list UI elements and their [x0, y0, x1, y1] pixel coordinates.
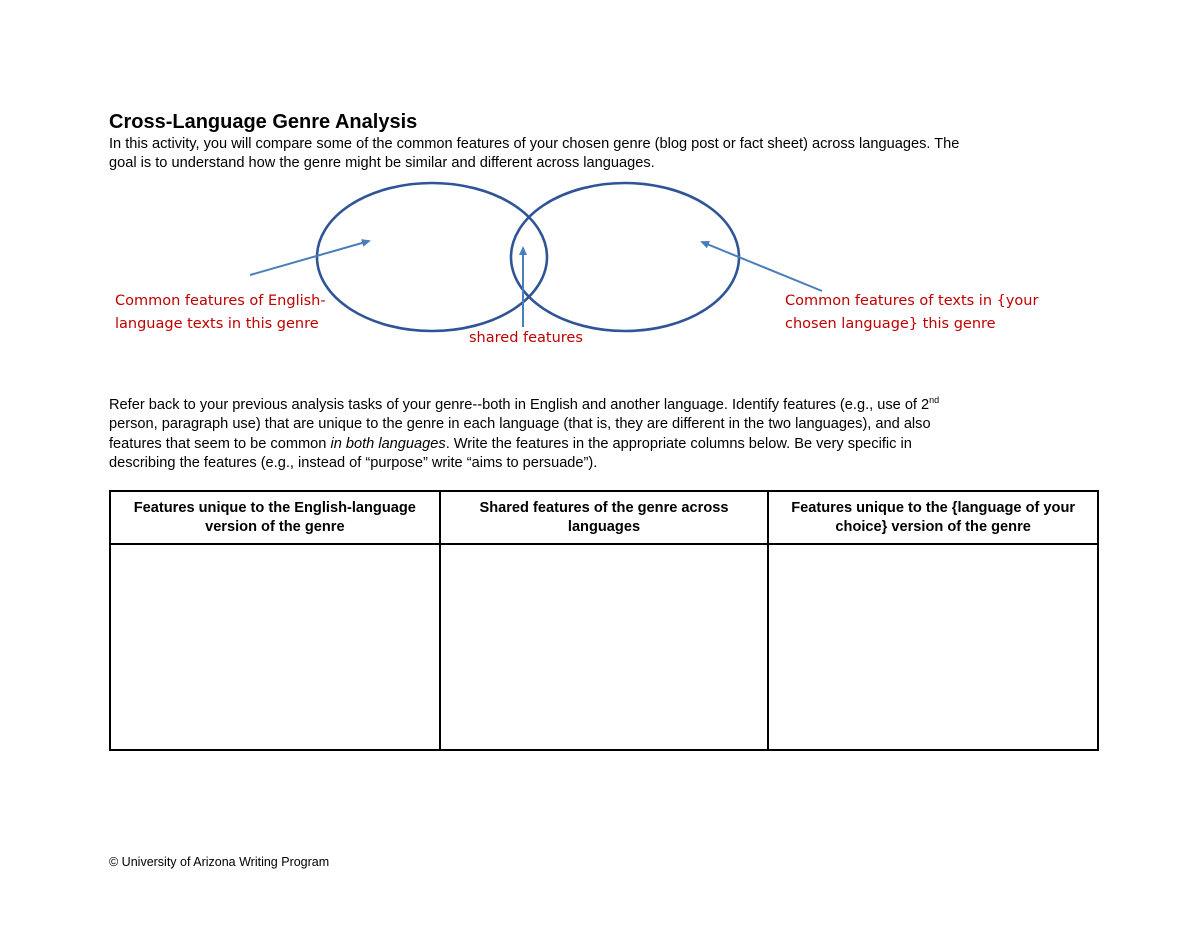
- venn-label-shared: shared features: [469, 330, 583, 346]
- features-table: [109, 490, 1099, 751]
- instructions-line: describing the features (e.g., instead of “purpose” write “aims to persuade”).: [109, 454, 598, 471]
- table-header-row: [110, 491, 1098, 544]
- instructions-line: [109, 435, 1099, 454]
- instructions-line: person, paragraph use) that are unique to the genre in each language (that is, they are different in the two languages), and also: [109, 416, 931, 433]
- venn-circle-other-language: [511, 183, 739, 331]
- venn-label-line: Common features of texts in {your: [785, 293, 1039, 309]
- venn-label-line: chosen language} this genre: [785, 316, 996, 332]
- cell-other-language-features[interactable]: [768, 544, 1098, 750]
- venn-label-other-language: [785, 290, 1038, 336]
- venn-label-line: Common features of English-: [115, 293, 326, 309]
- instructions-paragraph: [109, 396, 1099, 473]
- header-english-features: Features unique to the English-language version of the genre: [110, 491, 440, 544]
- instructions-line: [109, 396, 1099, 415]
- instructions-emphasis: in both languages: [330, 435, 446, 452]
- instructions-text: . Write the features in the appropriate columns below. Be very specific in: [445, 435, 912, 452]
- intro-line: In this activity, you will compare some of the common features of your chosen genre (blog post or fact sheet) across languages. The: [109, 136, 960, 152]
- instructions-text: Refer back to your previous analysis tasks of your genre--both in English and another language. Identify features (e.g., use of 2: [109, 397, 930, 413]
- cell-english-features[interactable]: [110, 544, 440, 750]
- venn-label-english: [115, 290, 326, 336]
- header-shared-features: Shared features of the genre across languages: [440, 491, 769, 544]
- header-other-language-features: Features unique to the {language of your choice} version of the genre: [768, 491, 1098, 544]
- footer-copyright: © University of Arizona Writing Program: [109, 855, 330, 869]
- instructions-text: features that seem to be common: [109, 435, 331, 452]
- table-row: [110, 544, 1098, 750]
- venn-label-line: language texts in this genre: [115, 316, 319, 332]
- venn-circle-english: [317, 183, 547, 331]
- intro-paragraph: [109, 135, 1099, 173]
- intro-line: goal is to understand how the genre might be similar and different across languages.: [109, 155, 655, 171]
- arrow-other-language: [702, 242, 822, 291]
- page-title: Cross-Language Genre Analysis: [109, 111, 418, 133]
- instructions-superscript: nd: [929, 395, 940, 405]
- cell-shared-features[interactable]: [440, 544, 769, 750]
- arrow-english: [250, 241, 369, 275]
